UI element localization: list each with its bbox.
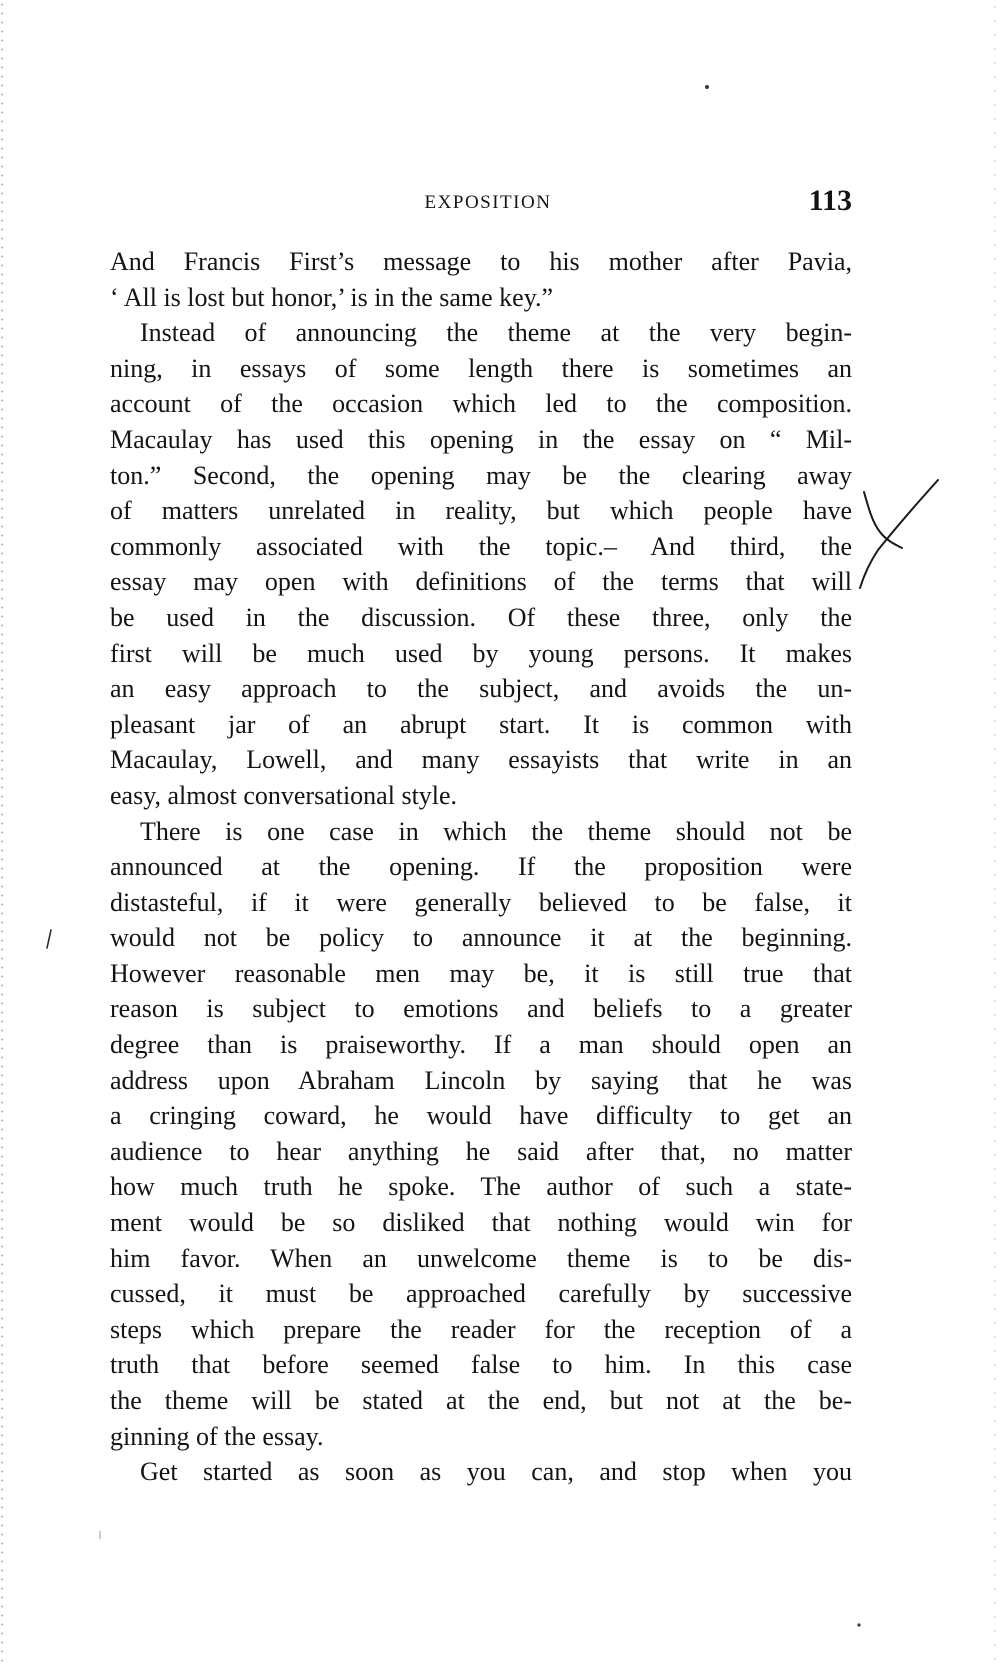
text-line: easy, almost conversational style. <box>110 780 458 810</box>
speck-mark-icon <box>704 84 710 90</box>
pencil-tick-mark-icon <box>44 928 54 950</box>
text-line: degree than is praiseworthy. If a man should open an <box>110 1030 852 1060</box>
text-line: ment would be so disliked that nothing would win for <box>110 1208 852 1238</box>
text-line: audience to hear anything he said after that, no matter <box>110 1136 852 1166</box>
body-text <box>110 244 852 1490</box>
text-line: However reasonable men may be, it is still true that <box>110 958 852 988</box>
text-line: Get started as soon as you can, and stop when you <box>140 1457 852 1487</box>
text-line: Macaulay has used this opening in the essay on “ Mil- <box>110 424 852 454</box>
text-line: essay may open with definitions of the terms that will <box>110 567 852 597</box>
text-line: ginning of the essay. <box>110 1421 324 1451</box>
text-line: ton.” Second, the opening may be the clearing away <box>110 460 852 490</box>
page-number: 113 <box>808 184 852 217</box>
text-line: cussed, it must be approached carefully by successive <box>110 1279 852 1309</box>
text-line: ning, in essays of some length there is sometimes an <box>110 353 852 383</box>
page-header <box>110 186 852 226</box>
text-line: first will be much used by young persons. It makes <box>110 638 852 668</box>
text-line: truth that before seemed false to him. In this case <box>110 1350 852 1380</box>
text-line: ‘ All is lost but honor,’ is in the same key.” <box>110 282 554 312</box>
text-line: And Francis First’s message to his mother after Pavia, <box>110 247 852 276</box>
running-head: EXPOSITION <box>424 192 552 213</box>
text-line: address upon Abraham Lincoln by saying that he was <box>110 1065 852 1095</box>
text-line: announced at the opening. If the proposition were <box>110 852 852 882</box>
left-page-edge <box>1 0 3 1667</box>
text-line: commonly associated with the topic.– And third, the <box>110 531 852 561</box>
text-line: Macaulay, Lowell, and many essayists that write in an <box>110 745 852 775</box>
text-line: how much truth he spoke. The author of such a state- <box>110 1172 852 1202</box>
text-line: be used in the discussion. Of these three, only the <box>110 602 852 632</box>
text-line: of matters unrelated in reality, but which people have <box>110 496 852 526</box>
text-line: would not be policy to announce it at the beginning. <box>110 923 852 953</box>
speck-mark-icon <box>98 1530 102 1540</box>
text-line: There is one case in which the theme should not be <box>140 816 852 846</box>
hand-drawn-x-mark-icon <box>858 470 948 600</box>
text-line: distasteful, if it were generally believed to be false, it <box>110 887 852 917</box>
text-line: an easy approach to the subject, and avoids the un- <box>110 674 852 704</box>
text-line: him favor. When an unwelcome theme is to be dis- <box>110 1243 852 1273</box>
text-line: Instead of announcing the theme at the very begin- <box>140 318 852 348</box>
text-line: account of the occasion which led to the composition. <box>110 389 852 419</box>
text-line: a cringing coward, he would have difficulty to get an <box>110 1101 852 1131</box>
speck-mark-icon <box>856 1622 862 1628</box>
text-line: steps which prepare the reader for the reception of a <box>110 1314 852 1344</box>
text-line: pleasant jar of an abrupt start. It is common with <box>110 709 852 739</box>
text-line: the theme will be stated at the end, but not at the be- <box>110 1386 852 1415</box>
right-page-edge <box>994 0 996 1667</box>
text-line: reason is subject to emotions and beliefs to a greater <box>110 994 852 1024</box>
